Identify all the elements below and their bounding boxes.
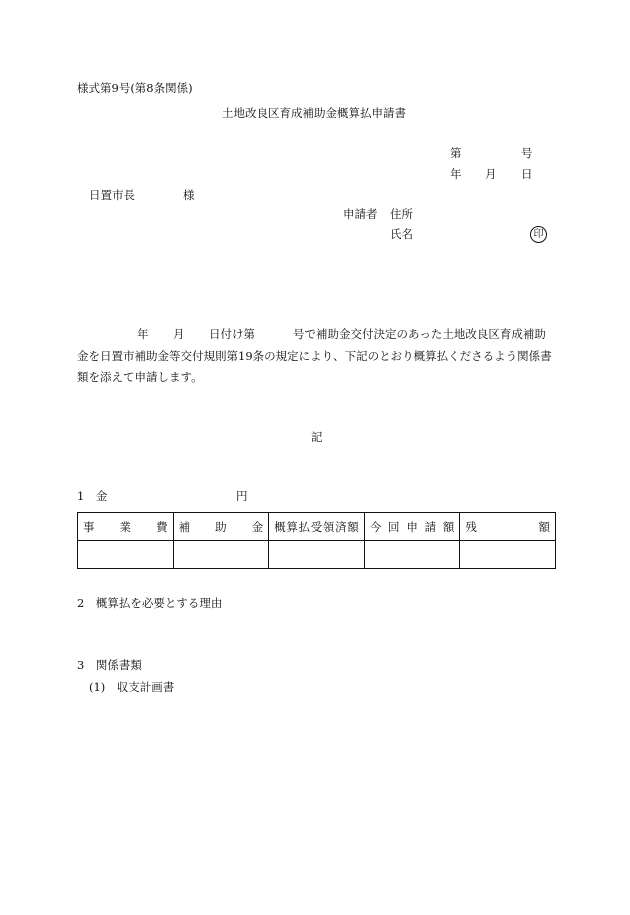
addressee-honorific: 様: [183, 188, 195, 202]
body-year: 年: [137, 327, 149, 341]
table-cell[interactable]: [78, 541, 174, 569]
table-header-row: [78, 513, 556, 541]
header-cell: 補助金: [173, 513, 269, 541]
addressee-name: 日置市長: [89, 188, 135, 202]
applicant-name-label: 氏名: [390, 227, 413, 241]
body-line3: 類を添えて申請します。: [77, 370, 203, 384]
header-cell: 今回申請額: [364, 513, 460, 541]
header-cell: 事業費: [78, 513, 174, 541]
header-cell: 残額: [460, 513, 556, 541]
header-cell: 概算払受領済額: [269, 513, 365, 541]
body-line2: 金を日置市補助金等交付規則第19条の規定により、下記のとおり概算払くださるよう関係書: [77, 349, 552, 363]
body-date-no: 日付け第: [209, 327, 255, 341]
applicant-label: 申請者: [343, 207, 378, 221]
ki-heading: 記: [311, 430, 323, 444]
doc-number-suffix: 号: [521, 146, 533, 160]
section1-unit: 円: [236, 489, 248, 503]
section1-label: 1 金: [77, 489, 108, 503]
section3-label: 3 関係書類: [77, 658, 142, 672]
date-year: 年: [450, 167, 462, 181]
table-cell[interactable]: [269, 541, 365, 569]
amount-table: [77, 512, 556, 569]
date-day: 日: [521, 167, 533, 181]
section3-item: (1) 収支計画書: [89, 680, 175, 694]
date-month: 月: [485, 167, 497, 181]
section2-label: 2 概算払を必要とする理由: [77, 596, 223, 610]
doc-number-prefix: 第: [450, 146, 462, 160]
table-row: [78, 541, 556, 569]
seal-mark: 印: [530, 226, 547, 243]
body-month: 月: [173, 327, 185, 341]
table-cell[interactable]: [460, 541, 556, 569]
table-cell[interactable]: [173, 541, 269, 569]
applicant-address-label: 住所: [390, 207, 413, 221]
form-number: 様式第9号(第8条関係): [77, 81, 193, 95]
table-cell[interactable]: [364, 541, 460, 569]
body-line1-rest: 号で補助金交付決定のあった土地改良区育成補助: [293, 327, 546, 341]
document-title: 土地改良区育成補助金概算払申請書: [222, 106, 406, 120]
